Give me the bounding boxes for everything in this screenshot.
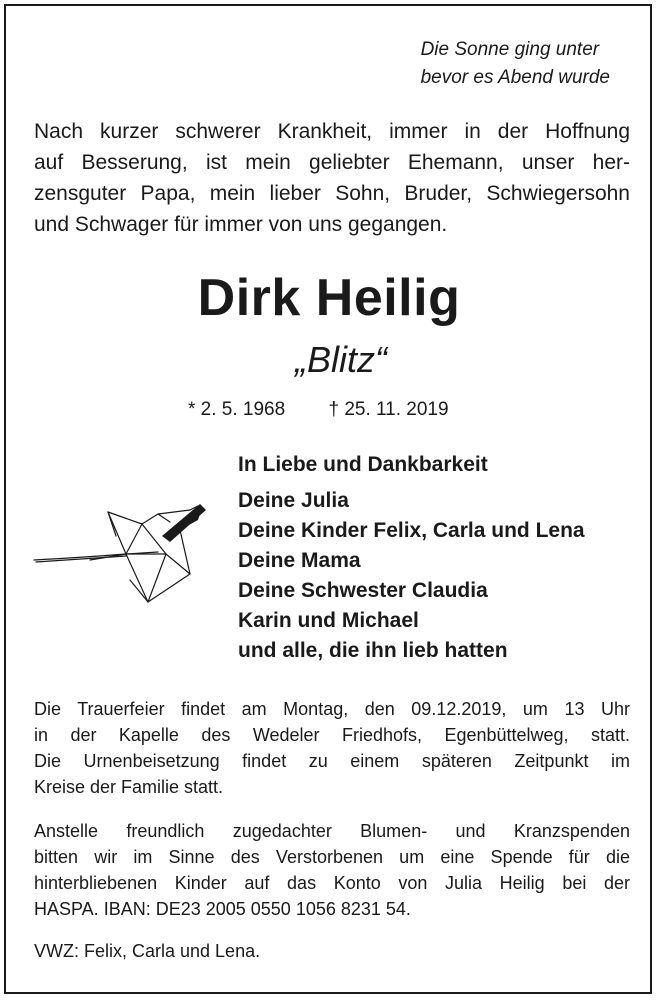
mourner-line: Deine Julia [238,489,349,512]
funeral-info [34,696,630,800]
mourners-heading: In Liebe und Dankbarkeit [238,453,488,476]
motto-line: Die Sonne ging unter [420,39,600,60]
mourner-line: Deine Schwester Claudia [238,579,488,602]
life-dates [188,396,449,424]
deceased-name: Dirk Heilig [197,269,461,327]
donation-info [34,818,630,922]
contact-note [34,938,630,964]
funeral-info-line: Kreise der Familie statt. [34,777,224,797]
birth-date: * 2. 5. 1968 [188,399,286,420]
contact-text: VWZ: Felix, Carla und Lena. [34,941,261,961]
funeral-info-line: Die Trauerfeier findet am Montag, den 09.12.2019, um 13 Uhr [34,699,630,719]
funeral-info-line: Die Urnenbeisetzung findet zu einem späteren Zeitpunkt im [34,751,630,771]
mourner-line: Deine Kinder Felix, Carla und Lena [238,519,585,542]
mourner-line: Deine Mama [238,549,361,572]
donation-info-line: hinterbliebenen Kinder auf das Konto von Julia Heilig bei der [34,873,630,893]
motto-line: bevor es Abend wurde [420,67,610,88]
intro-text [34,116,630,240]
paper-boat-icon [30,490,230,620]
intro-line: Nach kurzer schwerer Krankheit, immer in der Hoffnung [34,120,630,143]
intro-line: auf Besserung, ist mein geliebter Ehemann, unser her- [34,151,630,174]
mourner-line: Karin und Michael [238,609,419,632]
mourners-list [238,486,585,666]
donation-info-line: HASPA. IBAN: DE23 2005 0550 1056 8231 54. [34,899,411,919]
intro-line: und Schwager für immer von uns gegangen. [34,213,448,236]
intro-line: zensguter Papa, mein lieber Sohn, Bruder, Schwiegersohn [34,182,630,205]
mourner-line: und alle, die ihn lieb hatten [238,639,508,662]
donation-info-line: Anstelle freundlich zugedachter Blumen- und Kranzspenden [34,821,630,841]
donation-info-line: bitten wir im Sinne des Verstorbenen um eine Spende für die [34,847,630,867]
deceased-nickname: „Blitz“ [295,339,387,380]
funeral-info-line: in der Kapelle des Wedeler Friedhofs, Egenbüttelweg, statt. [34,725,630,745]
death-date: † 25. 11. 2019 [328,399,449,420]
motto [421,36,610,92]
